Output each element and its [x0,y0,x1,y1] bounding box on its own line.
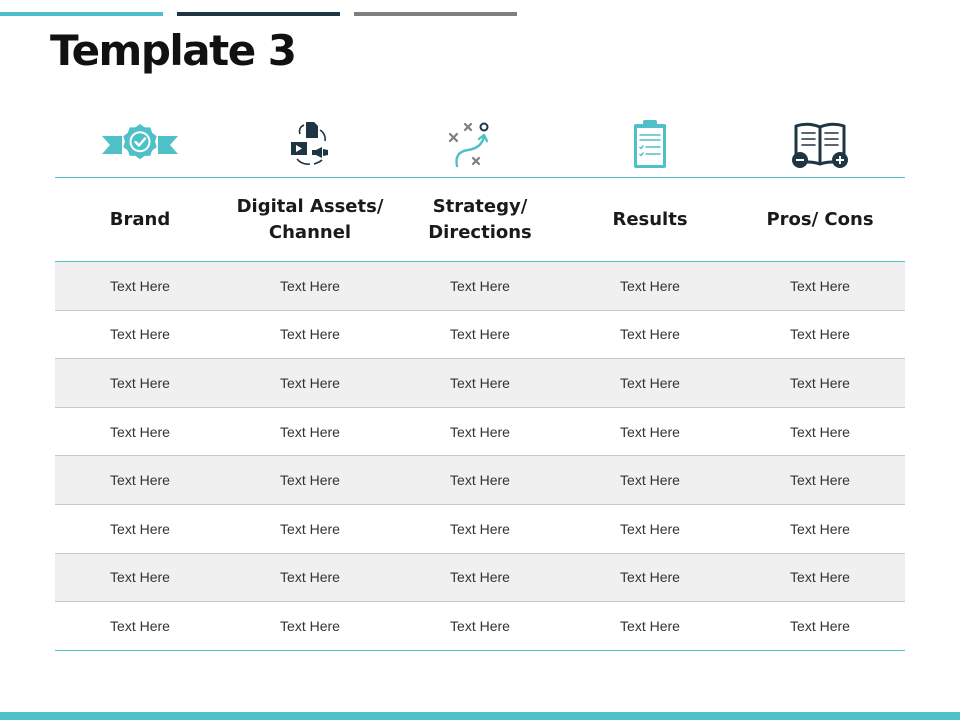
table-cell: Text Here [450,374,510,391]
table-cell: Text Here [280,520,340,537]
column-header-results: Results [612,208,688,230]
table-cell: Text Here [280,374,340,391]
table-cell: Text Here [450,569,510,586]
clipboard-icon [610,114,690,176]
table-cell: Text Here [450,520,510,537]
table-cell: Text Here [450,277,510,294]
channel-icon-cell [225,114,395,176]
table-cell: Text Here [790,423,850,440]
table-cell: Text Here [280,326,340,343]
table-cell: Text Here [280,617,340,634]
table-cell: Text Here [620,569,680,586]
table-cell: Text Here [450,326,510,343]
brand-icon-cell [55,114,225,176]
table-cell: Text Here [110,277,170,294]
table-cell: Text Here [450,472,510,489]
strategy-play-icon [440,114,520,176]
results-icon-cell [565,114,735,176]
column-header-digital-assets: Digital Assets/ Channel [236,195,384,243]
table-cell: Text Here [110,326,170,343]
table-cell: Text Here [790,617,850,634]
table-cell: Text Here [620,423,680,440]
table-cell: Text Here [450,617,510,634]
column-header-brand: Brand [109,208,171,230]
table-cell: Text Here [110,520,170,537]
digital-channel-icon [270,114,350,176]
table-cell: Text Here [110,569,170,586]
table-cell: Text Here [280,472,340,489]
table-cell: Text Here [790,326,850,343]
table-cell: Text Here [790,569,850,586]
open-book-plus-minus-icon [780,114,860,176]
table-cell: Text Here [280,277,340,294]
comparison-table [55,177,905,651]
top-accent-bar-navy [177,12,340,16]
table-row [55,504,905,553]
table-cell: Text Here [620,374,680,391]
page-title: Template 3 [50,26,296,75]
table-cell: Text Here [110,617,170,634]
table-cell: Text Here [110,374,170,391]
table-cell: Text Here [110,423,170,440]
table-cell: Text Here [620,617,680,634]
column-icons-row [55,114,905,176]
table-cell: Text Here [620,326,680,343]
table-row [55,407,905,456]
top-accent-bar-teal [0,12,163,16]
table-row [55,262,905,311]
pros-cons-icon-cell [735,114,905,176]
table-cell: Text Here [450,423,510,440]
table-row [55,359,905,408]
table-cell: Text Here [110,472,170,489]
table-cell: Text Here [790,277,850,294]
table-row [55,553,905,602]
table-cell: Text Here [620,472,680,489]
badge-check-icon [100,114,180,176]
column-header-pros-cons: Pros/ Cons [766,208,874,230]
bottom-accent-bar [0,712,960,720]
table-cell: Text Here [620,277,680,294]
table-cell: Text Here [790,374,850,391]
table-cell: Text Here [790,472,850,489]
table-cell: Text Here [790,520,850,537]
top-accent-bar-gray [354,12,517,16]
table-cell: Text Here [620,520,680,537]
table-row [55,310,905,359]
table-row [55,456,905,505]
table-cell: Text Here [280,423,340,440]
table-row [55,602,905,651]
column-header-strategy: Strategy/ Directions [428,195,532,243]
strategy-icon-cell [395,114,565,176]
table-cell: Text Here [280,569,340,586]
table-header-row [55,178,905,262]
